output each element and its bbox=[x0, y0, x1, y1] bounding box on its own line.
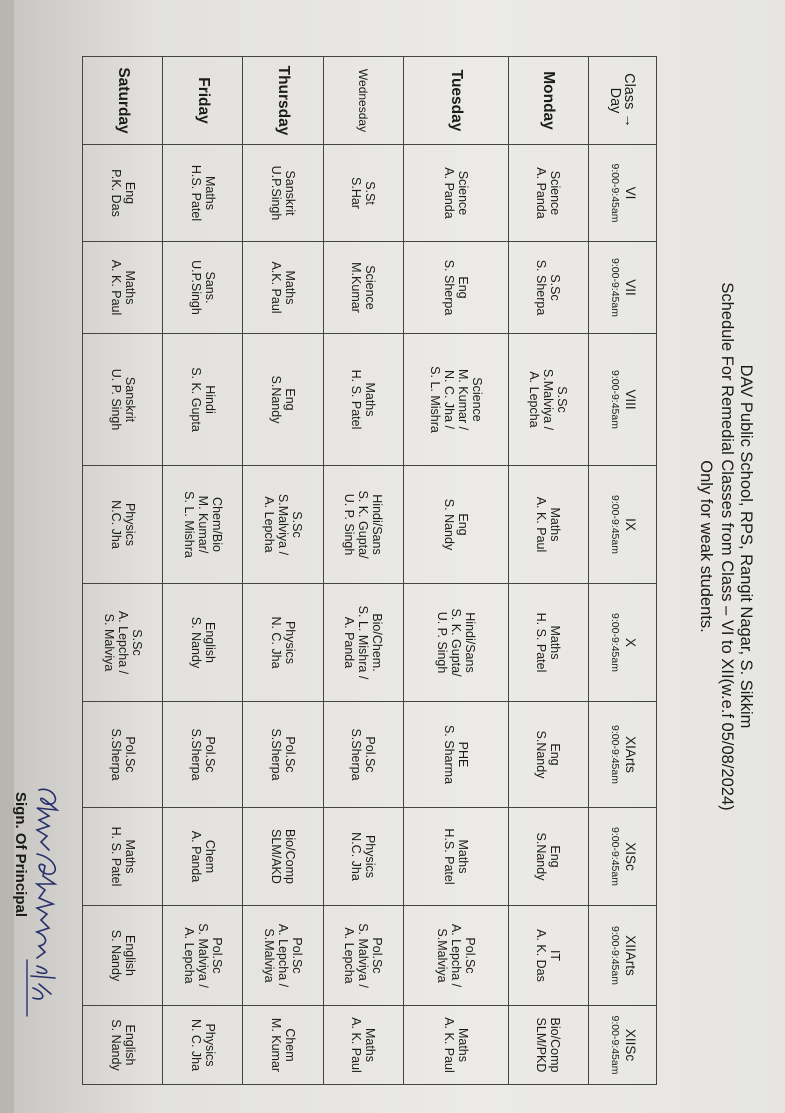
class-time: 9:00-9:45am bbox=[609, 370, 621, 429]
teacher-name: S. Malviya / bbox=[195, 923, 210, 988]
subject-label: Sanskrit bbox=[122, 376, 137, 423]
schedule-note: Only for weak students. bbox=[697, 460, 715, 633]
teacher-name: H. S. Patel bbox=[108, 826, 123, 887]
day-label: Monday bbox=[508, 57, 588, 145]
teacher-name: S. Sharma bbox=[441, 724, 456, 785]
subject-label: Pol.Sc bbox=[122, 736, 137, 773]
subject-label: S.Sc bbox=[548, 274, 563, 301]
teacher-name: S. K. Gupta/ bbox=[448, 608, 463, 677]
subject-label: Pol.Sc bbox=[209, 937, 224, 974]
subject-label: Maths bbox=[122, 839, 137, 874]
day-row bbox=[508, 57, 588, 1085]
schedule-cell bbox=[323, 466, 403, 584]
day-label: Wednesday bbox=[323, 57, 403, 145]
subject-label: English bbox=[202, 622, 217, 663]
subject-label: Pol.Sc bbox=[202, 736, 217, 773]
teacher-name: A. K. Paul bbox=[108, 259, 123, 316]
teacher-name: S. L. Mishra bbox=[181, 491, 196, 558]
class-header bbox=[589, 145, 657, 242]
subject-label: IT bbox=[548, 949, 563, 962]
schedule-cell bbox=[243, 584, 323, 702]
schedule-cell bbox=[403, 242, 508, 334]
subject-label: S.St bbox=[363, 181, 378, 205]
class-name: XISc bbox=[623, 842, 638, 871]
teacher-name: A. Panda bbox=[342, 616, 357, 669]
class-time: 9:00-9:45am bbox=[609, 827, 621, 886]
subject-label: S.Sc bbox=[129, 629, 144, 656]
class-header bbox=[589, 1006, 657, 1085]
schedule-cell bbox=[403, 808, 508, 906]
subject-label: Sanskrit bbox=[282, 170, 297, 216]
teacher-name: SLM/PKD bbox=[534, 1017, 549, 1073]
day-label: Friday bbox=[163, 57, 243, 145]
subject-label: Bio/Comp bbox=[282, 829, 297, 884]
schedule-cell bbox=[403, 702, 508, 808]
schedule-cell bbox=[243, 242, 323, 334]
schedule-cell bbox=[243, 145, 323, 242]
subject-label: Eng bbox=[282, 388, 297, 411]
teacher-name: S.Nandy bbox=[534, 730, 549, 779]
teacher-name: A. Panda bbox=[534, 167, 549, 219]
teacher-name: H. S. Patel bbox=[349, 369, 364, 430]
corner-label: Class → bbox=[621, 73, 638, 128]
teacher-name: S. Malviya bbox=[101, 613, 116, 672]
subject-label: Maths bbox=[455, 839, 470, 874]
class-header bbox=[589, 334, 657, 466]
subject-label: Eng bbox=[548, 845, 563, 868]
class-header bbox=[589, 702, 657, 808]
class-name: X bbox=[623, 637, 638, 647]
subject-label: Bio/Comp bbox=[548, 1017, 563, 1073]
schedule-cell bbox=[323, 1006, 403, 1085]
teacher-name: A.K. Paul bbox=[268, 261, 283, 314]
schedule-cell bbox=[83, 334, 163, 466]
subject-label: Physics bbox=[282, 620, 297, 665]
teacher-name: H.S. Patel bbox=[441, 828, 456, 885]
subject-label: Science bbox=[548, 170, 563, 216]
subject-label: English bbox=[122, 935, 137, 976]
subject-label: Maths bbox=[363, 1027, 378, 1063]
handwritten-signature bbox=[25, 780, 67, 1020]
day-row bbox=[163, 57, 243, 1085]
schedule-cell bbox=[83, 808, 163, 906]
schedule-cell bbox=[403, 334, 508, 466]
schedule-cell bbox=[243, 702, 323, 808]
class-time: 9:00-9:45am bbox=[609, 725, 621, 784]
schedule-cell bbox=[508, 1006, 588, 1085]
day-label: Tuesday bbox=[403, 57, 508, 145]
class-header bbox=[589, 242, 657, 334]
schedule-cell bbox=[83, 145, 163, 242]
teacher-name: M. Kumar bbox=[268, 1017, 283, 1073]
schedule-cell bbox=[163, 1006, 243, 1085]
teacher-name: A. Lepcha / bbox=[115, 610, 130, 675]
class-header bbox=[589, 808, 657, 906]
subject-label: Pol.Sc bbox=[462, 937, 477, 974]
teacher-name: S.Nandy bbox=[268, 375, 283, 424]
schedule-cell bbox=[508, 906, 588, 1006]
teacher-name: S. Sherpa bbox=[534, 259, 549, 316]
subject-label: Physics bbox=[202, 1023, 217, 1067]
teacher-name: A. Panda bbox=[188, 830, 203, 883]
teacher-name: S.Har bbox=[349, 177, 364, 209]
schedule-cell bbox=[508, 808, 588, 906]
schedule-cell bbox=[508, 466, 588, 584]
class-name: XIISc bbox=[623, 1028, 638, 1062]
subject-label: Maths bbox=[202, 175, 217, 211]
day-label: Saturday bbox=[83, 57, 163, 145]
teacher-name: S.Sherpa bbox=[268, 728, 283, 781]
class-time: 9:00-9:45am bbox=[609, 258, 621, 317]
schedule-cell bbox=[243, 466, 323, 584]
teacher-name: M.Kumar bbox=[349, 262, 364, 313]
class-name: VI bbox=[623, 186, 638, 200]
schedule-cell bbox=[163, 584, 243, 702]
schedule-cell bbox=[403, 145, 508, 242]
schedule-cell bbox=[508, 145, 588, 242]
subject-label: Hindi/Sans bbox=[370, 494, 385, 555]
class-header bbox=[589, 584, 657, 702]
schedule-cell bbox=[243, 808, 323, 906]
schedule-cell bbox=[83, 584, 163, 702]
school-name: DAV Public School, RPS, Rangit Nagar, S. Sikkim bbox=[737, 364, 755, 729]
teacher-name: SLM/AKD bbox=[268, 829, 283, 884]
teacher-name: A. Lepcha / bbox=[275, 923, 290, 988]
schedule-cell bbox=[403, 584, 508, 702]
teacher-name: S. Nandy bbox=[108, 1019, 123, 1071]
teacher-name: S.Malviya / bbox=[275, 493, 290, 556]
subject-label: S.Sc bbox=[555, 386, 570, 413]
subject-label: Pol.Sc bbox=[282, 736, 297, 773]
signature-area bbox=[7, 780, 67, 1080]
subject-label: Pol.Sc bbox=[370, 937, 385, 974]
schedule-cell bbox=[323, 334, 403, 466]
teacher-name: A. K. Das bbox=[534, 929, 549, 982]
teacher-name: S.Sherpa bbox=[108, 728, 123, 781]
subject-label: Eng bbox=[122, 181, 137, 205]
subject-label: Maths bbox=[548, 507, 563, 542]
subject-label: Maths bbox=[363, 382, 378, 417]
schedule-cell bbox=[163, 808, 243, 906]
teacher-name: S. Nandy bbox=[188, 616, 203, 669]
class-name: XIArts bbox=[623, 736, 638, 773]
teacher-name: N. C. Jha bbox=[188, 1018, 203, 1072]
teacher-name: S.Malviya / bbox=[541, 368, 556, 431]
subject-label: Sans. bbox=[202, 271, 217, 304]
class-name: VII bbox=[623, 279, 638, 296]
teacher-name: S.Malviya bbox=[434, 928, 449, 983]
schedule-cell bbox=[508, 334, 588, 466]
teacher-name: A. Lepcha bbox=[261, 496, 276, 553]
schedule-cell bbox=[323, 808, 403, 906]
subject-label: Physics bbox=[122, 502, 137, 547]
subject-label: Hindi bbox=[202, 385, 217, 414]
schedule-cell bbox=[163, 906, 243, 1006]
schedule-cell bbox=[323, 242, 403, 334]
day-row bbox=[243, 57, 323, 1085]
subject-label: Maths bbox=[548, 625, 563, 660]
teacher-name: P.K. Das bbox=[108, 169, 123, 217]
schedule-cell bbox=[163, 145, 243, 242]
subject-label: Maths bbox=[455, 1027, 470, 1063]
subject-label: Science bbox=[469, 377, 484, 422]
corner-label: Day bbox=[607, 87, 624, 114]
teacher-name: S. L. Mishra bbox=[427, 366, 442, 433]
schedule-cell bbox=[83, 1006, 163, 1085]
subject-label: Physics bbox=[363, 834, 378, 879]
teacher-name: N. C. Jha bbox=[268, 616, 283, 669]
schedule-cell bbox=[243, 906, 323, 1006]
teacher-name: A. Lepcha bbox=[181, 927, 196, 984]
teacher-name: S. Nandy bbox=[441, 498, 456, 551]
schedule-cell bbox=[508, 702, 588, 808]
subject-label: Hindi/Sans bbox=[462, 612, 477, 673]
teacher-name: H.S. Patel bbox=[188, 164, 203, 222]
teacher-name: U.P.Singh bbox=[268, 165, 283, 221]
schedule-cell bbox=[163, 702, 243, 808]
class-time: 9:00-9:45am bbox=[609, 495, 621, 554]
subject-label: Chem/Bio bbox=[209, 497, 224, 552]
teacher-name: A. K. Paul bbox=[534, 496, 549, 553]
subject-label: Science bbox=[455, 170, 470, 216]
class-time: 9:00-9:45am bbox=[609, 613, 621, 672]
subject-label: Pol.Sc bbox=[289, 937, 304, 974]
subject-label: Science bbox=[363, 265, 378, 310]
teacher-name: S. K. Gupta bbox=[188, 367, 203, 432]
schedule-cell bbox=[83, 466, 163, 584]
day-label: Thursday bbox=[243, 57, 323, 145]
schedule-cell bbox=[403, 466, 508, 584]
teacher-name: U. P. Singh bbox=[108, 368, 123, 431]
teacher-name: A. Lepcha / bbox=[448, 923, 463, 988]
subject-label: Chem bbox=[282, 1028, 297, 1062]
schedule-table bbox=[82, 56, 657, 1085]
subject-label: Pol.Sc bbox=[363, 736, 378, 773]
schedule-cell bbox=[323, 584, 403, 702]
teacher-name: A. K. Paul bbox=[441, 1017, 456, 1073]
teacher-name: H. S. Patel bbox=[534, 612, 549, 673]
schedule-cell bbox=[323, 906, 403, 1006]
schedule-cell bbox=[163, 242, 243, 334]
teacher-name: S.Nandy bbox=[534, 832, 549, 881]
principal-signature-label: Sign. Of Principal bbox=[12, 792, 29, 918]
teacher-name: U. P. Singh bbox=[434, 611, 449, 674]
subject-label: Eng bbox=[455, 276, 470, 299]
schedule-cell bbox=[83, 242, 163, 334]
schedule-cell bbox=[83, 702, 163, 808]
teacher-name: S.Malviya bbox=[261, 928, 276, 983]
schedule-cell bbox=[323, 702, 403, 808]
schedule-cell bbox=[163, 466, 243, 584]
schedule-body bbox=[83, 57, 589, 1085]
subject-label: PHE bbox=[455, 741, 470, 768]
teacher-name: N.C. Jha bbox=[349, 832, 364, 881]
header-row bbox=[589, 57, 657, 1085]
class-name: XIIArts bbox=[623, 935, 638, 976]
teacher-name: A. K. Paul bbox=[349, 1017, 364, 1073]
teacher-name: N.C. Jha bbox=[108, 500, 123, 549]
teacher-name: S.Sherpa bbox=[188, 728, 203, 781]
schedule-cell bbox=[508, 242, 588, 334]
day-row bbox=[403, 57, 508, 1085]
class-time: 9:00-9:45am bbox=[609, 1015, 621, 1075]
class-time: 9:00-9:45am bbox=[609, 926, 621, 985]
class-header bbox=[589, 906, 657, 1006]
schedule-cell bbox=[403, 1006, 508, 1085]
teacher-name: S. Nandy bbox=[108, 929, 123, 982]
class-time: 9:00-9:45am bbox=[609, 163, 621, 223]
schedule-cell bbox=[243, 1006, 323, 1085]
corner-cell bbox=[589, 57, 657, 145]
schedule-cell bbox=[323, 145, 403, 242]
schedule-title: Schedule For Remedial Classes from Class – VI to XII(w.e.f 05/08/2024) bbox=[718, 282, 736, 811]
teacher-name: S. L. Mishra / bbox=[356, 605, 371, 680]
day-row bbox=[323, 57, 403, 1085]
teacher-name: A. Lepcha bbox=[527, 371, 542, 428]
teacher-name: U.P.Singh bbox=[188, 260, 203, 315]
subject-label: Maths bbox=[282, 270, 297, 305]
schedule-cell bbox=[403, 906, 508, 1006]
schedule-cell bbox=[83, 906, 163, 1006]
teacher-name: S. Malviya / bbox=[356, 923, 371, 988]
teacher-name: S. Sherpa bbox=[441, 259, 456, 316]
teacher-name: S.Sherpa bbox=[349, 728, 364, 781]
subject-label: English bbox=[122, 1024, 137, 1066]
subject-label: Maths bbox=[122, 270, 137, 305]
subject-label: Chem bbox=[202, 839, 217, 874]
schedule-cell bbox=[163, 334, 243, 466]
schedule-cell bbox=[508, 584, 588, 702]
teacher-name: M. Kumar/ bbox=[195, 495, 210, 554]
teacher-name: A. Panda bbox=[441, 167, 456, 219]
day-row bbox=[83, 57, 163, 1085]
subject-label: Eng bbox=[455, 513, 470, 536]
class-header bbox=[589, 466, 657, 584]
teacher-name: N. C. Jha / bbox=[441, 369, 456, 430]
teacher-name: S. K. Gupta/ bbox=[356, 490, 371, 559]
subject-label: S.Sc bbox=[289, 511, 304, 538]
class-name: IX bbox=[623, 518, 638, 531]
subject-label: Bio/Chem. bbox=[370, 613, 385, 672]
teacher-name: M. Kumar / bbox=[455, 368, 470, 431]
teacher-name: U. P. Singh bbox=[342, 493, 357, 556]
schedule-cell bbox=[243, 334, 323, 466]
teacher-name: A. Lepcha bbox=[342, 927, 357, 984]
class-name: VIII bbox=[623, 389, 638, 410]
subject-label: Eng bbox=[548, 743, 563, 766]
